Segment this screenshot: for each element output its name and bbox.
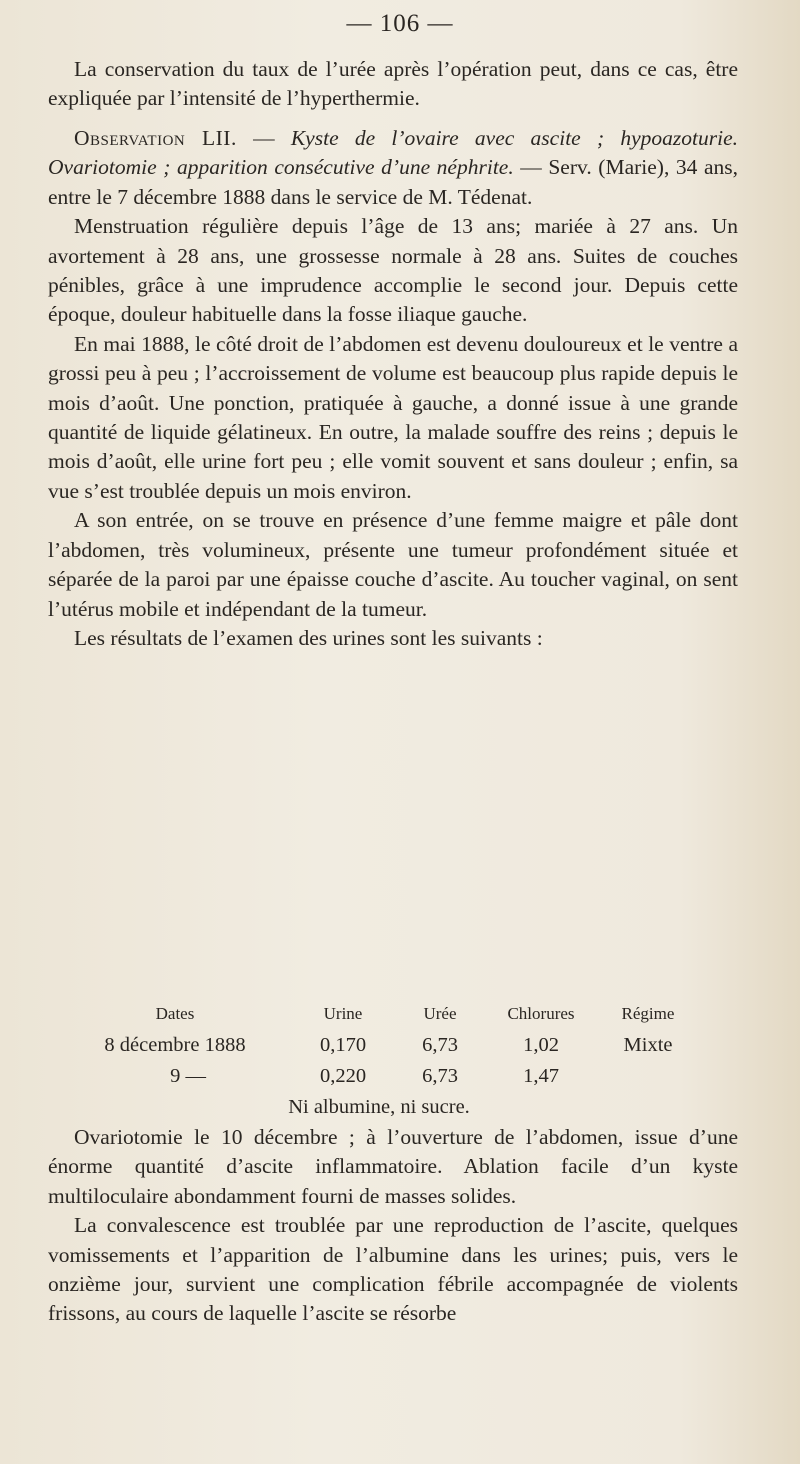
intro-paragraph: La conservation du taux de l’urée après l’opération peut, dans ce cas, être expliquée par l’intensité de l’hyperthermie. [48, 57, 738, 111]
header-regime: Régime [621, 1004, 675, 1023]
cell-regime: Mixte [623, 1034, 673, 1056]
observation-dash: — [236, 126, 291, 150]
observation-block [48, 124, 738, 653]
paragraph-examination: A son entrée, on se trouve en présence d’une femme maigre et pâle dont l’abdomen, très volumineux, présente une tumeur profondément située et séparée de la paroi par une épaisse couche d’ascite. Au toucher vaginal, on sent l’utérus mobile et indépendant de la tumeur. [48, 508, 738, 621]
table-note: Ni albumine, ni sucre. [288, 1096, 470, 1118]
observation-service: — Serv. (Marie), 34 ans, entre le 7 décembre 1888 dans le service de M. Tédenat. [48, 155, 738, 209]
cell-date: 8 décembre 1888 [104, 1034, 246, 1056]
intro-block [48, 55, 738, 114]
cell-chlorures: 1,02 [523, 1034, 559, 1056]
table-row [62, 1030, 696, 1061]
cell-uree: 6,73 [422, 1065, 458, 1087]
header-chlorures: Chlorures [507, 1004, 575, 1023]
paragraph-ovariotomy: Ovariotomie le 10 décembre ; à l’ouverture de l’abdomen, issue d’une énorme quantité d’ascite inflammatoire. Ablation facile d’un kyste multiloculaire abondamment fourni de masses solides. [48, 1125, 738, 1208]
paragraph-urine-intro: Les résultats de l’examen des urines sont les suivants : [74, 625, 543, 650]
cell-date: 9 — [170, 1065, 206, 1087]
header-urine: Urine [323, 1004, 363, 1023]
closing-block [48, 1123, 738, 1329]
observation-label: Observation LII. [74, 126, 237, 150]
cell-uree: 6,73 [422, 1034, 458, 1056]
paragraph-convalescence: La convalescence est troublée par une reproduction de l’ascite, quelques vomissements et l’apparition de l’albumine dans les urines; puis, vers le onzième jour, survient une complication fébrile accompagnée de violents frissons, au cours de laquelle l’ascite se résorbe [48, 1213, 738, 1326]
cell-regime [600, 1061, 696, 1092]
header-uree: Urée [423, 1004, 457, 1023]
cell-urine: 0,220 [319, 1065, 367, 1087]
header-dates: Dates [155, 1004, 195, 1023]
page-number: — 106 — [346, 10, 454, 37]
table-row [62, 1061, 696, 1092]
cell-urine: 0,170 [319, 1034, 367, 1056]
cell-chlorures: 1,47 [523, 1065, 559, 1087]
paragraph-symptoms: En mai 1888, le côté droit de l’abdomen est devenu douloureux et le ventre a grossi peu à peu ; l’accroissement de volume est beaucoup plus rapide depuis le mois d’août. Une ponction, pratiquée à gauche, a donné issue à une grande quantité de liquide gélatineux. En outre, la malade souffre des reins ; depuis le mois d’août, elle urine fort peu ; elle vomit souvent et sans douleur ; enfin, sa vue s’est troublée depuis un mois environ. [48, 331, 738, 503]
table-header-row [62, 1004, 696, 1030]
observation-title: Kyste de l’ovaire avec ascite ; hypoazoturie. Ovariotomie ; apparition consécutive d’une néphrite. [48, 126, 739, 180]
urine-results-table [62, 1004, 696, 1123]
table-note-row [62, 1092, 696, 1123]
observation-heading [48, 124, 738, 212]
paragraph-history: Menstruation régulière depuis l’âge de 13 ans; mariée à 27 ans. Un avortement à 28 ans, une grossesse normale à 28 ans. Suites de couches pénibles, grâce à une imprudence accomplie le second jour. Depuis cette époque, douleur habituelle dans la fosse iliaque gauche. [48, 214, 738, 327]
